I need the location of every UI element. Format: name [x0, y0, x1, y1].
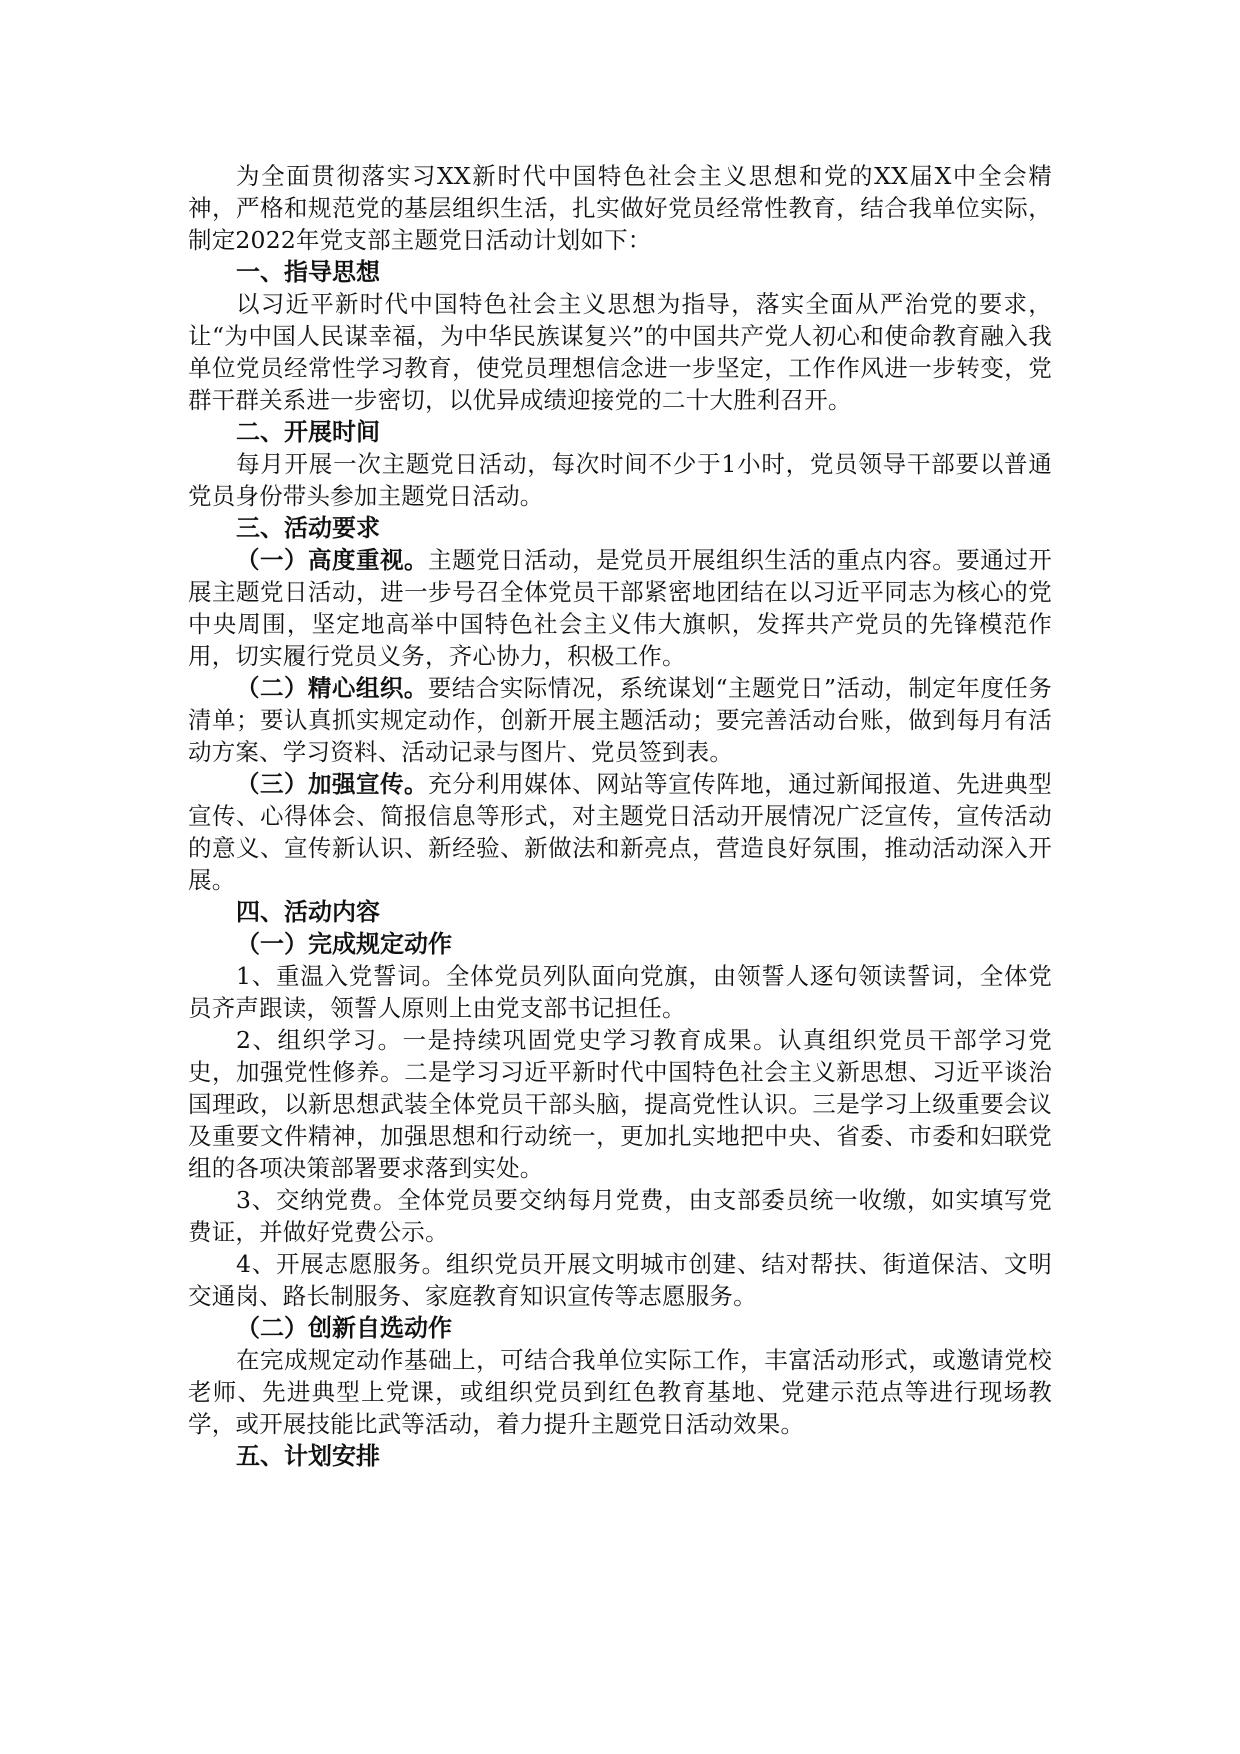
subsection-heading-optional-actions: （二）创新自选动作	[236, 1314, 452, 1342]
section-heading-schedule: 二、开展时间	[236, 418, 380, 446]
intro-paragraph: 为全面贯彻落实习XX新时代中国特色社会主义思想和党的XX届X中全会精神，严格和规范党的基层组织生活，扎实做好党员经常性教育，结合我单位实际，制定2022年党支部主题党日活动计划如下：	[188, 162, 1052, 254]
requirement-paragraph	[188, 672, 1052, 768]
requirement-paragraph	[188, 768, 1052, 896]
section-heading-guiding-ideology: 一、指导思想	[236, 258, 380, 286]
optional-actions-paragraph: 在完成规定动作基础上，可结合我单位实际工作，丰富活动形式，或邀请党校老师、先进典型上党课，或组织党员到红色教育基地、党建示范点等进行现场教学，或开展技能比武等活动，着力提升主题党日活动效果。	[188, 1346, 1052, 1438]
section-heading-activity-content: 四、活动内容	[236, 898, 380, 926]
requirement-lead: （三）加强宣传。	[236, 770, 429, 798]
requirement-text: 主题党日活动，是党员开展组织生活的重点内容。要通过开展主题党日活动，进一步号召全体党员干部紧密地团结在以习近平同志为核心的党中央周围，坚定地高举中国特色社会主义伟大旗帜，发挥共产党员的先锋模范作用，切实履行党员义务，齐心协力，积极工作。	[188, 546, 1052, 670]
section-heading-requirements: 三、活动要求	[236, 514, 380, 542]
requirement-lead: （二）精心组织。	[236, 674, 428, 702]
section-heading-plan: 五、计划安排	[236, 1442, 380, 1470]
requirement-paragraph	[188, 544, 1052, 672]
schedule-paragraph: 每月开展一次主题党日活动，每次时间不少于1小时，党员领导干部要以普通党员身份带头参加主题党日活动。	[188, 450, 1052, 510]
required-action-item: 1、重温入党誓词。全体党员列队面向党旗，由领誓人逐句领读誓词，全体党员齐声跟读，领誓人原则上由党支部书记担任。	[188, 962, 1052, 1022]
requirement-text: 充分利用媒体、网站等宣传阵地，通过新闻报道、先进典型宣传、心得体会、简报信息等形式，对主题党日活动开展情况广泛宣传，宣传活动的意义、宣传新认识、新经验、新做法和新亮点，营造良好氛围，推动活动深入开展。	[188, 770, 1052, 894]
requirement-text: 要结合实际情况，系统谋划“主题党日”活动，制定年度任务清单；要认真抓实规定动作，创新开展主题活动；要完善活动台账，做到每月有活动方案、学习资料、活动记录与图片、党员签到表。	[188, 674, 1052, 766]
requirement-lead: （一）高度重视。	[236, 546, 429, 574]
required-action-item: 4、开展志愿服务。组织党员开展文明城市创建、结对帮扶、街道保洁、文明交通岗、路长制服务、家庭教育知识宣传等志愿服务。	[188, 1250, 1052, 1310]
guiding-ideology-paragraph: 以习近平新时代中国特色社会主义思想为指导，落实全面从严治党的要求，让“为中国人民谋幸福，为中华民族谋复兴”的中国共产党人初心和使命教育融入我单位党员经常性学习教育，使党员理想信念进一步坚定，工作作风进一步转变，党群干群关系进一步密切，以优异成绩迎接党的二十大胜利召开。	[188, 290, 1052, 414]
subsection-heading-required-actions: （一）完成规定动作	[236, 930, 452, 958]
required-action-item: 2、组织学习。一是持续巩固党史学习教育成果。认真组织党员干部学习党史，加强党性修养。二是学习习近平新时代中国特色社会主义新思想、习近平谈治国理政，以新思想武装全体党员干部头脑，提高党性认识。三是学习上级重要会议及重要文件精神，加强思想和行动统一，更加扎实地把中央、省委、市委和妇联党组的各项决策部署要求落到实处。	[188, 1026, 1052, 1182]
required-action-item: 3、交纳党费。全体党员要交纳每月党费，由支部委员统一收缴，如实填写党费证，并做好党费公示。	[188, 1186, 1052, 1246]
document-page	[188, 160, 1052, 1472]
